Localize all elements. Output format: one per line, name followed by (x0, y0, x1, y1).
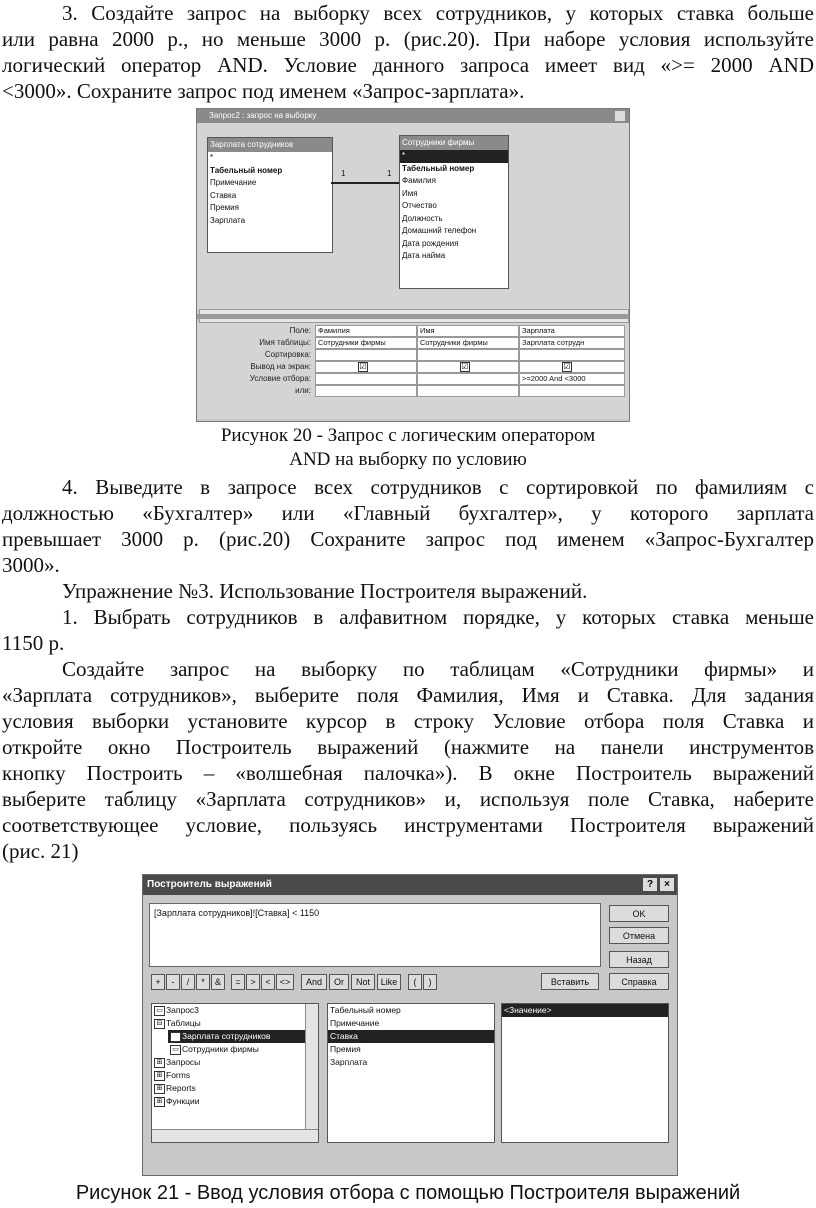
field-item[interactable]: Отчество (402, 201, 437, 210)
table-box-title: Сотрудники фирмы (400, 136, 508, 150)
relationship-line (331, 182, 399, 184)
grid-cell-table[interactable]: Сотрудники фирмы (315, 337, 417, 349)
checkbox-checked[interactable]: ☑ (563, 362, 571, 371)
text-line: 3. Создайте запрос на выборку всех сотрудников, у которых ставка больше (62, 1, 814, 25)
field-item[interactable]: Фамилия (402, 176, 436, 185)
list-item[interactable]: Табельный номер (330, 1005, 401, 1015)
operator-like-button[interactable]: Like (377, 974, 401, 990)
paragraph-task-4 (2, 474, 814, 578)
operator-or-button[interactable]: Or (329, 974, 349, 990)
expand-icon[interactable]: ⊞ (154, 1058, 165, 1068)
operator-multiply-button[interactable]: * (196, 974, 210, 990)
list-item-selected[interactable]: Ставка (328, 1030, 494, 1043)
grid-cell-table[interactable]: Зарплата сотрудн (519, 337, 625, 349)
tree-item[interactable]: ⊞ Forms (152, 1069, 318, 1082)
field-item[interactable]: * (210, 153, 214, 162)
close-icon[interactable] (615, 111, 625, 121)
field-item[interactable]: Ставка (210, 190, 237, 200)
expression-input[interactable]: [Зарплата сотрудников]![Ставка] < 1150 (149, 903, 601, 967)
object-tree[interactable] (151, 1003, 319, 1143)
text-line: Создайте запрос на выборку по таблицам «Сотрудники фирмы» и (62, 657, 814, 681)
tree-item[interactable]: ▭ Сотрудники фирмы (168, 1043, 318, 1056)
vertical-scrollbar[interactable] (305, 1004, 318, 1142)
text-line: «Зарплата сотрудников», выберите поля Фамилия, Имя и Ставка. Для задания (2, 683, 814, 707)
text-line: превышает 3000 р. (рис.20) Сохраните запрос под именем «Запрос-Бухгалтер (2, 527, 814, 551)
text-line: (рис. 21) (2, 839, 79, 863)
insert-button[interactable]: Вставить (541, 973, 599, 990)
table-box-employees[interactable] (399, 135, 509, 289)
tree-item[interactable]: ⊞ Reports (152, 1082, 318, 1095)
grid-cell-criteria[interactable] (315, 373, 417, 385)
expand-icon[interactable]: ⊞ (154, 1084, 165, 1094)
join-label-left: 1 (341, 169, 346, 178)
checkbox-checked[interactable]: ☑ (359, 362, 367, 371)
tree-item-selected[interactable]: ▭ Зарплата сотрудников (168, 1030, 318, 1043)
close-icon[interactable]: × (660, 878, 674, 891)
operator-greater-button[interactable]: > (246, 974, 260, 990)
help-icon[interactable]: ? (643, 878, 657, 891)
expand-icon[interactable]: ⊞ (154, 1097, 165, 1107)
tables-pane (197, 123, 629, 309)
list-item[interactable]: Зарплата (330, 1057, 368, 1067)
text-line: выберите таблицу «Зарплата сотрудников» и, используя поле Ставка, наберите (2, 787, 814, 811)
field-item[interactable]: Дата рождения (402, 238, 459, 248)
text-line: соответствующее условие, пользуясь инструментами Построителя выражений (2, 813, 814, 837)
list-item[interactable]: Примечание (330, 1018, 380, 1028)
operator-equal-button[interactable]: = (231, 974, 245, 990)
field-item[interactable]: * (400, 150, 508, 163)
operator-less-button[interactable]: < (261, 974, 275, 990)
window-title-bar (143, 875, 677, 895)
query-grid (197, 323, 629, 419)
grid-cell-or[interactable] (519, 385, 625, 397)
text-line: логический оператор AND. Условие данного запроса имеет вид «>= 2000 AND (2, 53, 814, 77)
folder-icon: ▭ (154, 1006, 165, 1016)
exercise-heading (2, 578, 814, 604)
field-item[interactable]: Домашний телефон (402, 226, 477, 235)
row-label: или: (295, 386, 311, 395)
horizontal-scrollbar[interactable] (152, 1129, 318, 1142)
window-title: Построитель выражений (147, 879, 272, 890)
figure-20-caption-line-2: AND на выборку по условию (289, 449, 527, 470)
text-line: 1. Выбрать сотрудников в алфавитном порядке, у которых ставка меньше (62, 605, 814, 629)
field-item[interactable]: Примечание (210, 178, 257, 187)
operator-not-equal-button[interactable]: <> (276, 974, 294, 990)
row-label: Вывод на экран: (250, 362, 311, 371)
row-label: Условие отбора: (249, 374, 311, 383)
figure-21-caption: Рисунок 21 - Ввод условия отбора с помощью Построителя выражений (75, 1182, 741, 1204)
cancel-button[interactable]: Отмена (609, 927, 669, 944)
operator-concat-button[interactable]: & (211, 974, 225, 990)
grid-cell-sort[interactable] (417, 349, 519, 361)
grid-cell-field[interactable]: Имя (417, 325, 519, 337)
query-design-window (196, 108, 630, 422)
grid-cell-criteria[interactable]: >=2000 And <3000 (519, 373, 625, 385)
table-box-salary[interactable] (207, 137, 333, 253)
grid-cell-field[interactable]: Фамилия (315, 325, 417, 337)
grid-cell-sort[interactable] (315, 349, 417, 361)
text-line: 1150 р. (2, 631, 65, 655)
field-item[interactable]: Дата найма (402, 251, 446, 260)
folder-icon: ▭ (170, 1032, 181, 1042)
row-label: Поле: (289, 326, 311, 335)
ok-button[interactable]: OK (609, 905, 669, 922)
values-list[interactable] (501, 1003, 669, 1143)
field-item[interactable]: Премия (210, 203, 239, 212)
grid-cell-criteria[interactable] (417, 373, 519, 385)
operator-minus-button[interactable]: - (166, 974, 180, 990)
text-line: откройте окно Построитель выражений (нажмите на панели инструментов (2, 735, 814, 759)
expression-builder-window (142, 874, 678, 1176)
tree-item[interactable]: ⊞ Запросы (152, 1056, 318, 1069)
list-item-selected[interactable]: <Значение> (502, 1004, 668, 1017)
text-line: кнопку Построить – «волшебная палочка»). В окне Построитель выражений (2, 761, 814, 785)
field-item[interactable]: Должность (402, 213, 443, 223)
tree-item[interactable]: ▭ Запрос3 (152, 1004, 318, 1017)
grid-cell-show[interactable] (519, 361, 625, 373)
grid-cell-sort[interactable] (519, 349, 625, 361)
operator-and-button[interactable]: And (301, 974, 327, 990)
field-item[interactable]: Табельный номер (210, 165, 283, 175)
table-box-title: Зарплата сотрудников (208, 138, 332, 152)
text-line: условия выборки установите курсор в строку Условие отбора поля Ставка и (2, 709, 814, 733)
folder-icon: ▭ (170, 1045, 181, 1055)
grid-cell-show[interactable] (315, 361, 417, 373)
field-item[interactable]: Табельный номер (402, 163, 475, 173)
text-line: или равна 2000 р., но меньше 3000 р. (рис.20). При наборе условия используйте (2, 27, 814, 51)
operator-not-button[interactable]: Not (351, 974, 375, 990)
operator-open-paren-button[interactable]: ( (408, 974, 422, 990)
text-line: 4. Выведите в запросе всех сотрудников с сортировкой по фамилиям с (62, 475, 814, 499)
row-label: Имя таблицы: (259, 338, 311, 347)
field-item[interactable]: Имя (402, 188, 418, 198)
checkbox-checked[interactable]: ☑ (461, 362, 469, 371)
text-line: Упражнение №3. Использование Построителя выражений. (62, 579, 588, 603)
text-line: <3000». Сохраните запрос под именем «Запрос-зарплата». (2, 79, 525, 103)
tree-item[interactable]: ⊟ Таблицы (152, 1017, 318, 1030)
grid-cell-or[interactable] (315, 385, 417, 397)
grid-cell-field[interactable]: Зарплата (519, 325, 625, 337)
operator-close-paren-button[interactable]: ) (423, 974, 437, 990)
collapse-icon[interactable]: ⊟ (154, 1019, 165, 1029)
pane-splitter[interactable] (197, 314, 629, 319)
operator-divide-button[interactable]: / (181, 974, 195, 990)
list-item[interactable]: Премия (330, 1044, 361, 1054)
paragraph-task-3 (2, 0, 814, 104)
text-line: должностью «Бухгалтер» или «Главный бухгалтер», у которого зарплата (2, 501, 814, 525)
fields-list[interactable] (327, 1003, 495, 1143)
window-title-bar (197, 109, 629, 123)
operator-plus-button[interactable]: + (151, 974, 165, 990)
window-title: Запрос2 : запрос на выборку (209, 111, 317, 120)
help-button[interactable]: Справка (609, 973, 669, 990)
text-line: 3000». (2, 553, 60, 577)
join-label-right: 1 (387, 169, 392, 178)
grid-cell-table[interactable]: Сотрудники фирмы (417, 337, 519, 349)
expand-icon[interactable]: ⊞ (154, 1071, 165, 1081)
grid-cell-or[interactable] (417, 385, 519, 397)
grid-cell-show[interactable] (417, 361, 519, 373)
paragraph-instructions (2, 656, 814, 864)
row-label: Сортировка: (264, 350, 311, 359)
tree-item[interactable]: ⊞ Функции (152, 1095, 318, 1108)
back-button[interactable]: Назад (609, 951, 669, 968)
field-item[interactable]: Зарплата (210, 215, 246, 225)
figure-20-caption-line-1: Рисунок 20 - Запрос с логическим оператором (220, 425, 596, 446)
paragraph-exercise-item-1 (2, 604, 814, 656)
